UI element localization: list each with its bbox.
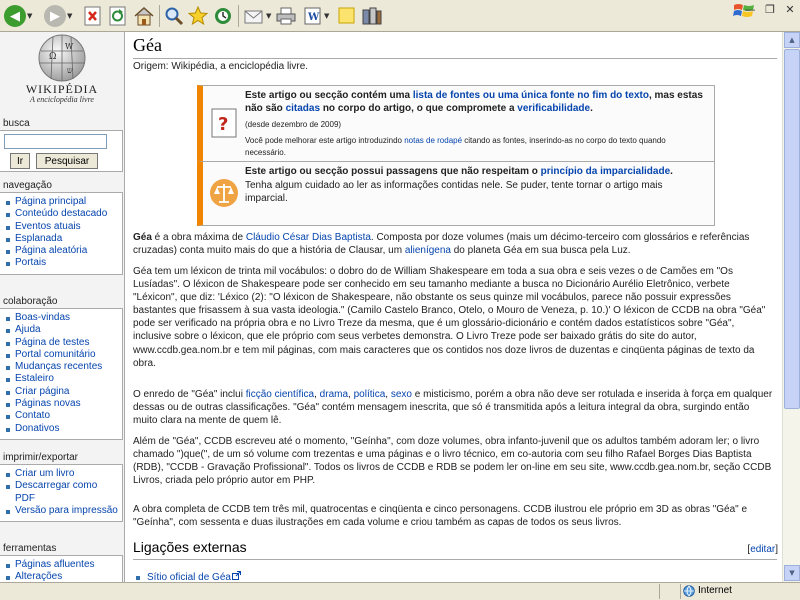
paragraph-lexicon: Géa tem um léxicon de trinta mil vocábulos: o dobro do de William Shakespeare em toda a sua obra e seis vezes o de Camões em "Os Lusíadas". O léxicon de Shakespeare pode ser conhecido em seu tamanho mediante a busca no Dicionário Aurélio Eletrônico, verbete "Léxicon", que diz: 'Léxico (2): "O léxicon de Shakespeare, não obstante os seus quinze mil vocábulos, parece não possuir expressões bastantes que frisassem à sua vasta ideologia." (Camilo Castelo Branco, Otelo, o Mouro de Veneza, p. 10.)' O léxicon de CCDB na obra "Géa" pode ser verificado na própria obra e no Livro Treze da mesma, que é um glossário-dicionário e contém dados estatísticos sobre "Géa", inclusive sobre o léxicon, que ele próprio com seus verbetes demonstra. O Livro Treze pode ser baixado grátis do site do autor, www.ccdb.gea.nom.br e tem mil páginas, com mais caracteres que os contidos nos doze livros de duzentas e cinqüenta páginas de texto da obra.: [133, 266, 766, 369]
sidebar-item-main-page[interactable]: Página principal: [4, 196, 120, 208]
minimize-button[interactable]: —: [744, 2, 756, 16]
sidebar-item-random[interactable]: Página aleatória: [4, 245, 120, 257]
sidebar-item-help[interactable]: Ajuda: [4, 324, 120, 336]
collab-box: [0, 308, 123, 440]
section-heading-external-links: Ligações externas: [133, 539, 247, 555]
refresh-button[interactable]: [109, 4, 127, 28]
origin-note: Origem: Wikipédia, a enciclopédia livre.: [133, 61, 309, 72]
impartiality-link[interactable]: princípio da imparcialidade: [540, 166, 671, 177]
page-title: Géa: [133, 35, 162, 55]
sources-date: (desde dezembro de 2009): [245, 120, 342, 129]
sources-text-3: no corpo do artigo, o que compromete a: [320, 103, 518, 114]
scroll-down-button[interactable]: ▼: [784, 565, 800, 581]
paragraph-intro: [133, 231, 773, 257]
sidebar: [0, 32, 124, 582]
back-arrow-icon: ◀: [4, 5, 26, 27]
sidebar-item-download-pdf[interactable]: Descarregar como PDF: [4, 480, 120, 505]
drama-link[interactable]: drama: [319, 389, 349, 400]
scales-icon: [209, 178, 239, 208]
print-portlet: [0, 452, 124, 522]
scroll-up-button[interactable]: ▲: [784, 32, 800, 48]
sidebar-item-what-links-here[interactable]: Páginas afluentes: [4, 559, 120, 571]
search-heading: busca: [3, 118, 30, 129]
collab-heading: colaboração: [3, 296, 58, 307]
sidebar-item-featured[interactable]: Conteúdo destacado: [4, 208, 120, 220]
nav-list: [4, 196, 120, 270]
sources-help-1: Você pode melhorar este artigo introduzindo: [245, 136, 405, 145]
refresh-icon: [109, 6, 127, 26]
forward-arrow-icon: ▶: [44, 5, 66, 27]
edit-section-link: [editar]: [747, 544, 778, 555]
intro-text-3: do planeta Géa em sua busca pela Luz.: [450, 245, 631, 257]
window-controls: [740, 0, 800, 18]
status-pane: [663, 584, 681, 599]
vertical-scrollbar[interactable]: [782, 32, 800, 582]
magnifier-icon: [164, 6, 184, 26]
search-submit-button[interactable]: Pesquisar: [36, 153, 98, 169]
logo-tagline: A enciclopédia livre: [30, 95, 94, 104]
plot-sep-2: ,: [348, 389, 354, 400]
back-button[interactable]: ◀ ▼: [4, 4, 32, 28]
impartiality-body: Tenha algum cuidado ao ler as informações contidas nele. Se puder, tente tornar o artigo mais imparcial.: [245, 179, 663, 204]
intro-text-2: . Composta por doze volumes (mais um décimo-terceiro com glossários e referências cruzadas) conta muito mais do que a história de Clausar, um: [133, 232, 750, 257]
verifiability-link[interactable]: verificabilidade: [517, 103, 591, 114]
sex-link[interactable]: sexo: [390, 389, 412, 400]
sidebar-item-contact[interactable]: Contato: [4, 410, 120, 422]
svg-text:?: ?: [218, 114, 229, 135]
sources-text-1: Este artigo ou secção contém uma: [245, 90, 413, 101]
internet-globe-icon: [683, 585, 695, 597]
sidebar-item-welcome[interactable]: Boas-vindas: [4, 312, 120, 324]
svg-text:W: W: [65, 42, 74, 51]
search-button[interactable]: [164, 4, 184, 28]
browser-toolbar: [0, 0, 800, 32]
title-divider: [133, 58, 777, 59]
discuss-button[interactable]: [337, 4, 357, 28]
nav-box: [0, 192, 123, 275]
sidebar-item-current-events[interactable]: Eventos atuais: [4, 221, 120, 233]
sidebar-item-recent-changes[interactable]: Mudanças recentes: [4, 361, 120, 373]
impartiality-text-2: .: [670, 166, 673, 177]
star-icon: [188, 6, 208, 26]
paragraph-plot: [133, 388, 773, 427]
external-link-label: Sítio oficial de Géa: [147, 572, 231, 582]
sidebar-item-sandbox[interactable]: Página de testes: [4, 337, 120, 349]
zone-label: Internet: [698, 585, 732, 596]
word-edit-icon: [303, 6, 323, 26]
edit-link[interactable]: editar: [750, 544, 776, 555]
sources-text-4: .: [590, 103, 593, 114]
sources-notice-text: [245, 89, 708, 159]
sidebar-item-estaleiro[interactable]: Estaleiro: [4, 373, 120, 385]
nav-heading: navegação: [3, 180, 52, 191]
paragraph-other-works: Além de "Géa", CCDB escreveu até o momento, "Geínha", com doze volumes, obra infanto-juvenil que os adultos também adoram ler; o livro chamado ")que(", de um só volume com trezentas e uma páginas e o livro técnico, em co-autoria com seu filho Rafael Borges Dias Baptista (RDB), "CCDB - Gravação Profissional". Todos os livros de CCDB e RDB se podem ler on-line em seu site, www.ccdb.gea.nom.br, seção CCDB Livros, criada pelo próprio autor em PHP.: [133, 436, 772, 487]
plot-text-1: O enredo de "Géa" inclui: [133, 389, 246, 400]
sources-text-2: , mas estas não são: [245, 90, 703, 114]
go-button[interactable]: Ir: [10, 153, 30, 169]
impartiality-text-1: Este artigo ou secção possui passagens que não respeitam o: [245, 166, 541, 177]
stop-icon: [84, 6, 102, 26]
sidebar-item-related-changes[interactable]: Alterações: [4, 571, 120, 582]
home-button[interactable]: [133, 4, 155, 28]
external-link-icon: [232, 571, 241, 580]
history-icon: [212, 6, 234, 26]
print-button[interactable]: [275, 4, 297, 28]
mail-icon: [243, 6, 265, 26]
sidebar-item-esplanada[interactable]: Esplanada: [4, 233, 120, 245]
tools-list: [4, 559, 120, 582]
puzzle-globe-icon: [27, 33, 97, 83]
favorites-button[interactable]: [188, 4, 208, 28]
mail-button[interactable]: ▼: [243, 4, 271, 28]
sources-help: [245, 135, 708, 159]
svg-text:W: W: [308, 12, 320, 23]
sources-link[interactable]: lista de fontes ou uma única fonte no fim do texto: [412, 90, 649, 101]
politics-link[interactable]: política: [353, 389, 386, 400]
printer-icon: [275, 6, 297, 26]
close-button[interactable]: ✕: [785, 2, 795, 16]
sources-help-2: citando as fontes, inserindo-as no corpo do texto quando necessário.: [245, 136, 666, 157]
sidebar-item-donations[interactable]: Donativos: [4, 423, 120, 435]
intro-bold-title: Géa: [133, 232, 152, 243]
svg-text:Ω: Ω: [49, 52, 57, 62]
print-list: [4, 468, 120, 517]
restore-button[interactable]: ❐: [765, 2, 775, 16]
status-bar: [0, 582, 800, 600]
research-button[interactable]: [361, 4, 383, 28]
cited-link[interactable]: citadas: [285, 103, 321, 114]
toolbar-separator: [159, 5, 160, 27]
sidebar-item-community-portal[interactable]: Portal comunitário: [4, 349, 120, 361]
stop-button[interactable]: [84, 4, 102, 28]
print-box: [0, 464, 123, 522]
collab-list: [4, 312, 120, 435]
toolbar-separator: [238, 5, 239, 27]
tools-portlet: [0, 543, 124, 582]
sidebar-item-create-page[interactable]: Criar página: [4, 386, 120, 398]
tools-box: [0, 555, 123, 582]
nav-portlet: [0, 180, 124, 275]
search-portlet: [0, 118, 124, 172]
scroll-thumb[interactable]: [784, 49, 800, 409]
impartiality-notice-text: [245, 165, 708, 206]
svg-text:ש: ש: [67, 66, 73, 75]
tools-heading: ferramentas: [3, 543, 57, 554]
edit-button[interactable]: W ▼: [303, 4, 329, 28]
footnotes-link[interactable]: notas de rodapé: [404, 136, 463, 145]
print-heading: imprimir/exportar: [3, 452, 79, 463]
external-link-item[interactable]: [133, 571, 241, 582]
plot-sep-1: ,: [314, 389, 320, 400]
question-icon: [209, 108, 239, 138]
author-link[interactable]: Cláudio César Dias Baptista: [245, 232, 371, 243]
sources-notice: [197, 85, 715, 162]
plot-sep-3: ,: [385, 389, 391, 400]
collab-portlet: [0, 296, 124, 440]
sidebar-item-printable[interactable]: Versão para impressão: [4, 505, 120, 517]
external-links-list: [133, 571, 241, 582]
forward-button[interactable]: ▶ ▼: [44, 4, 72, 28]
article-content: [124, 32, 782, 582]
intro-text-1: é a obra máxima de: [151, 232, 246, 243]
logo-title: WIKIPÉDIA: [25, 82, 99, 96]
note-icon: [337, 6, 357, 26]
plot-text-2: e misticismo, porém a obra não deve ser rotulada e inserida à força em qualquer dessas ou de outras classificações. "Géa" contém mensagem inescrita, que só é transmitida após a leitura integral da obra, surgindo então muito clara na mente de quem lê.: [133, 389, 773, 427]
section-divider: [133, 559, 777, 560]
history-button[interactable]: [212, 4, 234, 28]
research-books-icon: [361, 6, 383, 26]
home-icon: [133, 6, 155, 26]
paragraph-complete-work: A obra completa de CCDB tem três mil, quatrocentas e cinqüenta e cinco personagens. CCDB ilustrou ele próprio em 3D as obras "Géa" e "Geínha", com sessenta e duas ilustrações em cada volume e criou também as capas de todos os seus livros.: [133, 504, 748, 529]
impartiality-notice: [197, 161, 715, 226]
status-text-pane: [0, 584, 660, 599]
sidebar-item-create-book[interactable]: Criar um livro: [4, 468, 120, 480]
sidebar-item-portals[interactable]: Portais: [4, 257, 120, 269]
search-box: [0, 130, 123, 172]
scifi-link[interactable]: ficção científica: [245, 389, 315, 400]
sidebar-item-new-pages[interactable]: Páginas novas: [4, 398, 120, 410]
search-input[interactable]: [4, 134, 107, 149]
wikipedia-logo[interactable]: [0, 32, 124, 110]
alien-link[interactable]: alienígena: [404, 245, 451, 257]
